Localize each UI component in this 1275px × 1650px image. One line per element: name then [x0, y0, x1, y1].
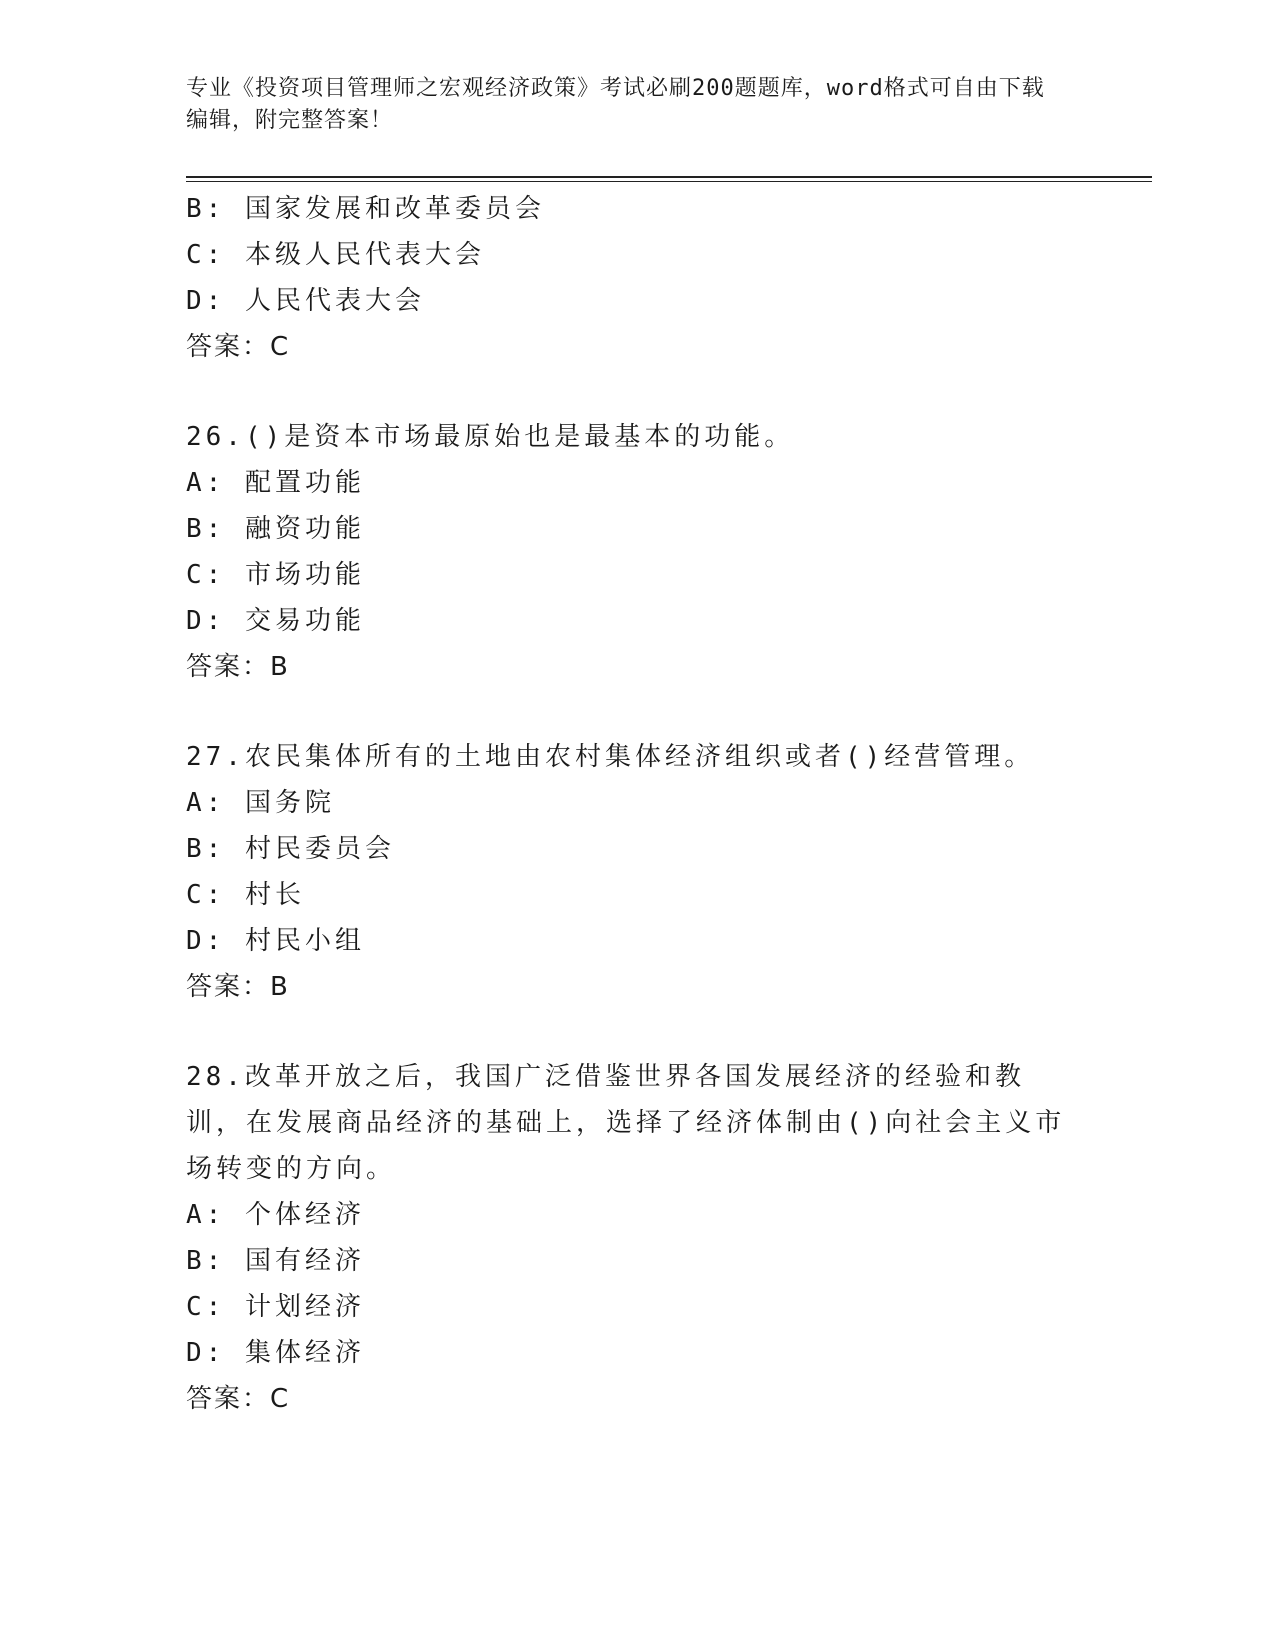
option-c: C: 本级人民代表大会 — [186, 240, 485, 270]
question-list — [186, 186, 1086, 1422]
answer-line: 答案：C — [186, 332, 291, 362]
question-text: 27.农民集体所有的土地由农村集体经济组织或者()经营管理。 — [186, 742, 1035, 772]
option-b: B: 国有经济 — [186, 1246, 365, 1276]
option-b: B: 村民委员会 — [186, 834, 395, 864]
header-divider — [186, 176, 1152, 182]
question-text: 28.改革开放之后，我国广泛借鉴世界各国发展经济的经验和教训，在发展商品经济的基础上，选择了经济体制由()向社会主义市场转变的方向。 — [186, 1062, 1066, 1184]
spacer — [186, 370, 1086, 414]
option-c: C: 村长 — [186, 880, 305, 910]
answer-line: 答案：B — [186, 652, 290, 682]
question-block-26 — [186, 414, 1086, 690]
option-d: D: 集体经济 — [186, 1338, 365, 1368]
option-a: A: 个体经济 — [186, 1200, 365, 1230]
option-d: D: 村民小组 — [186, 926, 365, 956]
option-d: D: 人民代表大会 — [186, 286, 425, 316]
spacer — [186, 690, 1086, 734]
question-text: 26.()是资本市场最原始也是最基本的功能。 — [186, 422, 795, 452]
option-a: A: 配置功能 — [186, 468, 365, 498]
option-c: C: 计划经济 — [186, 1292, 365, 1322]
question-block-27 — [186, 734, 1086, 1010]
option-c: C: 市场功能 — [186, 560, 365, 590]
question-block-25 — [186, 186, 1086, 370]
spacer — [186, 1010, 1086, 1054]
page-header — [186, 73, 1066, 137]
answer-line: 答案：C — [186, 1384, 291, 1414]
answer-line: 答案：B — [186, 972, 290, 1002]
header-title: 专业《投资项目管理师之宏观经济政策》考试必刷200题题库，word格式可自由下载编辑，附完整答案！ — [186, 76, 1045, 133]
option-a: A: 国务院 — [186, 788, 335, 818]
option-b: B: 国家发展和改革委员会 — [186, 194, 545, 224]
option-b: B: 融资功能 — [186, 514, 365, 544]
option-d: D: 交易功能 — [186, 606, 365, 636]
question-block-28 — [186, 1054, 1086, 1422]
